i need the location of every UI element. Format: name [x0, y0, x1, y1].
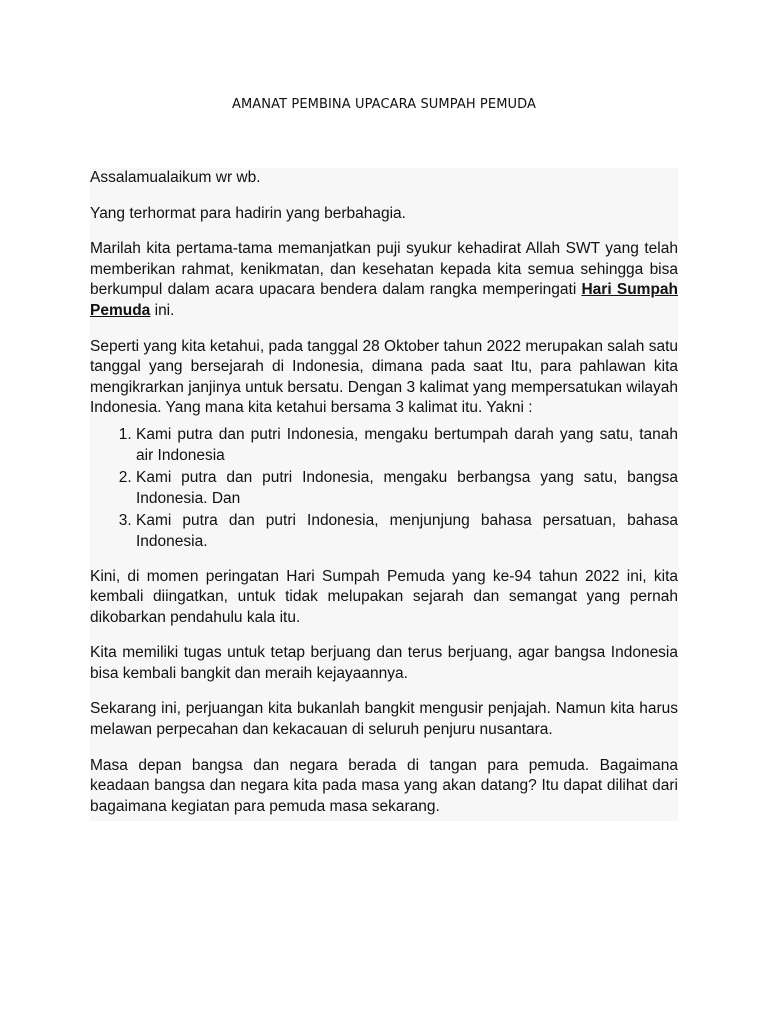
anniversary-paragraph	[90, 567, 678, 629]
anniversary-text: Kini, di momen peringatan	[90, 567, 287, 585]
duty-paragraph: Kita memiliki tugas untuk tetap berjuang dan terus berjuang, agar bangsa Indonesia bisa kembali bangkit dan meraih kejayaannya.	[90, 644, 678, 682]
document-body	[90, 168, 678, 821]
opening-paragraph	[90, 239, 678, 321]
hari-sumpah-pemuda-link[interactable]: Hari Sumpah Pemuda	[90, 281, 678, 319]
oath-item-2: 2. Kami putra dan putri Indonesia, mengaku berbangsa yang satu, bangsa Indonesia. Dan	[136, 468, 678, 509]
oath-item-3: 3. Kami putra dan putri Indonesia, menjunjung bahasa persatuan, bahasa Indonesia.	[136, 511, 678, 552]
opening-text: Marilah kita pertama-tama memanjatkan puji syukur kehadirat Allah SWT yang telah memberikan rahmat, kenikmatan, dan kesehatan kepada kita semua sehingga bisa berkumpul dalam acara upacara bendera dalam rangka memperingati	[90, 240, 678, 299]
address-paragraph: Yang terhormat para hadirin yang berbahagia.	[90, 204, 406, 222]
hari-sumpah-pemuda-text: Hari Sumpah Pemuda	[286, 567, 445, 585]
future-paragraph: Masa depan bangsa dan negara berada di tangan para pemuda. Bagaimana keadaan bangsa dan negara kita pada masa yang akan datang? Itu dapat dilihat dari bagaimana kegiatan para pemuda masa sekarang.	[90, 756, 678, 815]
greeting-paragraph: Assalamualaikum wr wb.	[90, 169, 261, 186]
struggle-paragraph: Sekarang ini, perjuangan kita bukanlah bangkit mengusir penjajah. Namun kita harus melawan perpecahan dan kekacauan di seluruh penjuru nusantara.	[90, 700, 678, 739]
oath-list	[90, 425, 678, 553]
document-title: AMANAT PEMBINA UPACARA SUMPAH PEMUDA	[232, 97, 536, 112]
opening-text-end: ini.	[150, 301, 175, 319]
oath-item-1: 1. Kami putra dan putri Indonesia, mengaku bertumpah darah yang satu, tanah air Indonesia	[136, 425, 678, 466]
history-paragraph: Seperti yang kita ketahui, pada tanggal 28 Oktober tahun 2022 merupakan salah satu tanggal yang bersejarah di Indonesia, dimana pada saat Itu, para pahlawan kita mengikrarkan janjinya untuk bersatu. Dengan 3 kalimat yang mempersatukan wilayah Indonesia. Yang mana kita ketahui bersama 3 kalimat itu. Yakni :	[90, 337, 678, 417]
anniversary-text-end: yang ke-94 tahun 2022 ini, kita kembali diingatkan, untuk tidak melupakan sejarah dan semangat yang pernah dikobarkan pendahulu kala itu.	[90, 567, 678, 626]
